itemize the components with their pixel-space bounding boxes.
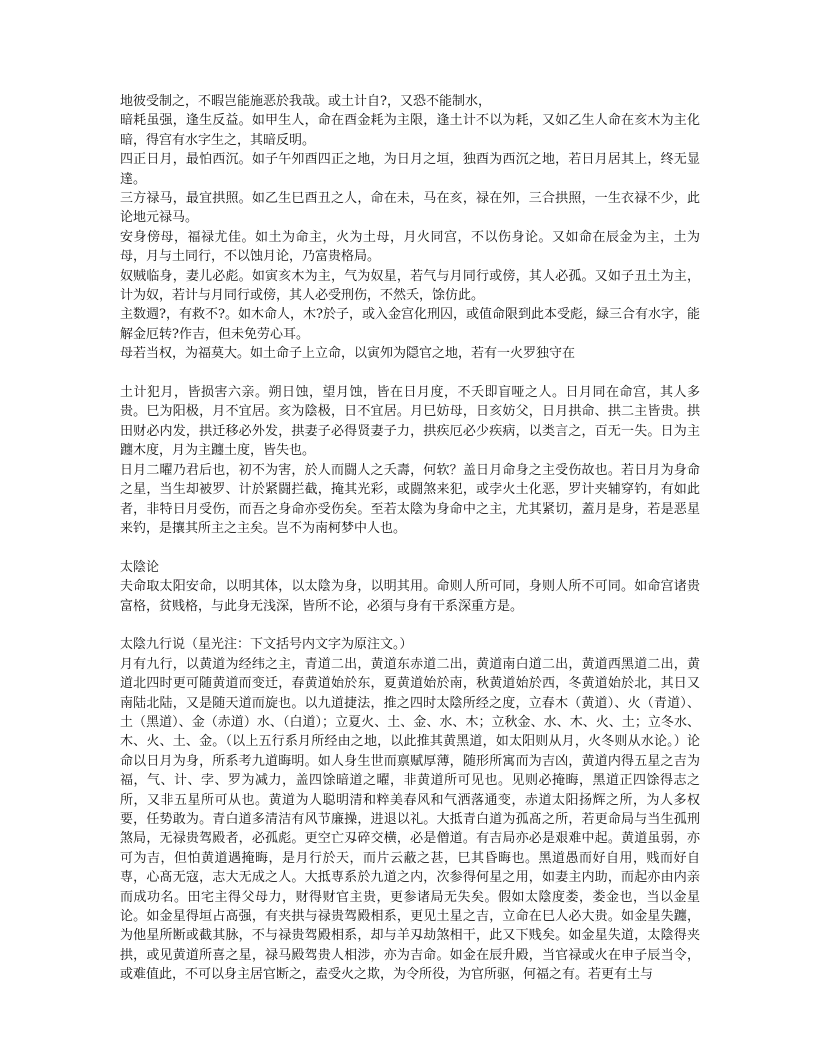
- paragraph-8: 母若当权，为福莫大。如土命子上立命，以寅夘为隠官之地，若有一火罗独守在: [120, 346, 576, 362]
- section-heading-taiyin: 太陰论: [120, 559, 160, 575]
- section-heading-nine-paths: 太陰九行说（星光注：下文括号内文字为原注文。）: [120, 637, 413, 653]
- paragraph-9: 土计犯月，皆损害六亲。朔日蚀，望月蚀，皆在日月度，不夭即盲哑之人。日月同在命宫，其人多贵。巳为阳极，月不宜居。亥为陰极，日不宜居。月巳妨母，日亥妨父，日月拱命、拱二主皆贵。拱田财必内发，拱迁移必外发，拱妻子必得贤妻子力，拱疾厄必少疾病，以类言之，百无一失。日为主躔木度，月为主躔土度，皆失也。: [120, 385, 700, 459]
- paragraph-12: 月有九行，以黄道为经纬之主，青道二出，黄道东赤道二出，黄道南白道二出，黄道西黑道二出，黄道北四时更可随黄道而变迁，春黄道始於东，夏黄道始於南，秋黄道始於西，冬黄道始於北，其日又南陆北陆，又是随天道而旋也。以九道捷法，推之四时太陰所经之度，立春木（黄道）、火（青道）、土（黑道）、金（赤道）水、（白道）；立夏火、土、金、水、木；立秋金、水、木、火、土；立冬水、木、火、土、金。（以上五行系月所经由之地，以此推其黄黑道，如太阳则从月，火冬则从水论。）论命以日月为身，所系考九道晦明。如人身生世而禀赋厚薄，随形所寓而为吉凶，黄道内得五星之吉为福，气、计、孛、罗为减力，盖四馀暗道之曜，非黄道所可见也。见则必掩晦，黑道正四馀得志之所，又非五星所可从也。黄道为人聪明清和粹美春风和气洒落通变，赤道太阳扬辉之所，为人多权要，任势敢为。青白道多清洁有风节廉操，进退以礼。大抵青白道为孤髙之所，若更命局与当生孤刑煞局，无禄贵驾殿者，必孤彪。更空亡刄碎交横，必是僧道。有吉局亦必是艰难中起。黄道虽弱，亦可为吉，但怕黄道遇掩晦，是月行於天，而片云蔽之甚，巳其昏晦也。黑道愚而好自用，贱而好自専，心髙无寇，志大无成之人。大抵専系於九道之内，次参得何星之用，如妻主内助，而起亦由内亲而成功名。田宅主得父母力，财得财官主贵，更参诸局无失矣。假如太陰度娄，娄金也，当以金星论。如金星得垣占髙强，有夹拱与禄贵驾殿相系，更见土星之吉，立命在巳人必大贵。如金星失躔，为他星所断或截其脉，不与禄贵驾殿相系，却与羊刄劫煞相干，此又下贱矣。如金星失道，太陰得夹拱，或见黄道所喜之星，禄马殿驾贵人相涉，亦为吉命。如金在辰升殿，当官禄或火在申子辰当令，或难值此，不可以身主居官断之，盍受火之欺，为令所役，为官所驱，何福之有。若更有土与: [120, 656, 700, 983]
- paragraph-6: 奴贼临身，妻儿必彪。如寅亥木为主，气为奴星，若气与月同行或傍，其人必孤。又如子丑土为主，计为奴，若计与月同行或傍，其人必受刑伤，不然夭，馀仿此。: [120, 268, 700, 304]
- document-page: [120, 92, 700, 985]
- paragraph-5: 安身傍母，福禄尤佳。如土为命主，火为土母，月火同宫，不以伤身论。又如命在辰金为主，土为母，月与土同行，不以蚀月论，乃富贵格局。: [120, 229, 700, 265]
- paragraph-1: 地彼受制之，不暇岂能施恶於我哉。或土计自?，又恐不能制水，: [120, 94, 491, 109]
- paragraph-2: 暗耗虽强，逢生反益。如甲生人，命在酉金耗为主限，逢土计不以为耗，又如乙生人命在亥木为主化暗，得宫有水字生之，其暗反明。: [120, 113, 700, 148]
- blank-line: [120, 364, 700, 383]
- blank-line: [120, 538, 700, 557]
- paragraph-10: 日月二曜乃君后也，初不为害，於人而闘人之夭壽，何软？盖日月命身之主受伤故也。若日月为身命之星，当生却被罗、计於紧闘拦截，掩其光彩，或闘煞来犯，或孛火土化恶，罗计夹辅穿钓，有如此者，非特日月受伤，而吾之身命亦受伤矣。至若太陰为身命中之主，尤其紧切，蓋月是身，若是恶星来钓，是攘其所主之主矣。岂不为南柯梦中人也。: [120, 462, 700, 536]
- paragraph-11: 夫命取太阳安命，以明其体，以太陰为身，以明其用。命则人所可同，身则人所不可同。如命宫诸贵富格，贫贱格，与此身无浅深，皆所不论，必須与身有干系深重方是。: [120, 579, 700, 614]
- blank-line: [120, 616, 700, 635]
- paragraph-3: 四正日月，最怕西沉。如子午夘酉四正之地，为日月之垣，独酉为西沉之地，若日月居其上，终无显達。: [120, 152, 700, 187]
- paragraph-4: 三方禄马，最宜拱照。如乙生巳酉丑之人，命在未，马在亥，禄在夘，三合拱照，一生衣禄不少，此论地元禄马。: [120, 191, 700, 226]
- paragraph-7: 主数週?，有救不?。如木命人，木?於子，或入金宫化刑囚，或值命限到此本受彪，緑三合有水字，能解金厄转?作吉，但未免劳心耳。: [120, 307, 700, 342]
